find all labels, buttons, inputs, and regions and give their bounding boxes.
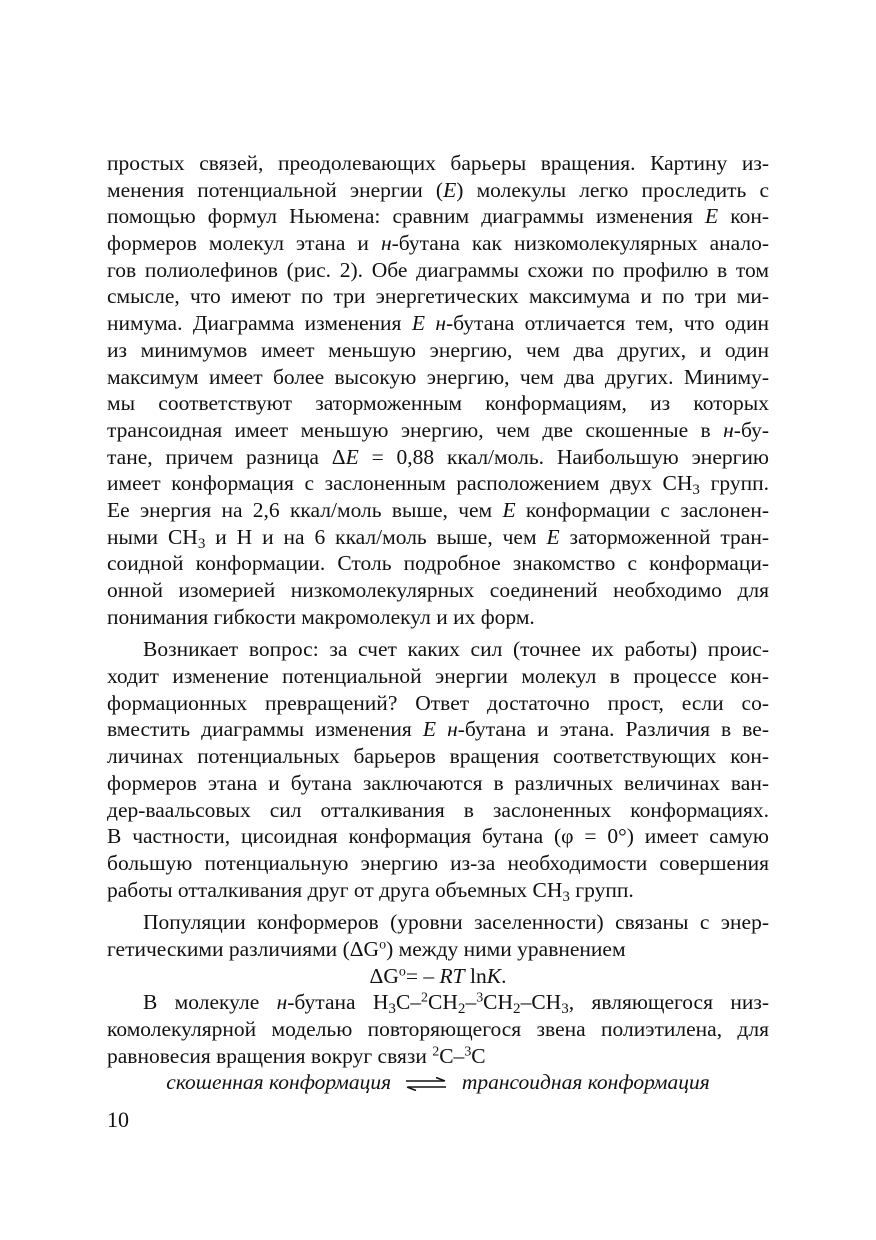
text-line: нимума. Диаграмма изменения E н-бутана отличается тем, что один bbox=[107, 311, 769, 336]
text-line: онной изомерией низкомолекулярных соединений необходимо для bbox=[107, 578, 769, 602]
text-line: понимания гибкости макромолекул и их форм. bbox=[107, 604, 535, 629]
text-line: из минимумов имеет меньшую энергию, чем два других, и один bbox=[107, 337, 769, 362]
page-number: 10 bbox=[107, 1107, 129, 1132]
text-line: комолекулярной моделью повторяющегося звена полиэтилена, для bbox=[107, 1017, 769, 1041]
text-line: большую потенциальную энергию из-за необходимости совершения bbox=[107, 850, 769, 875]
text-line: Ее энергия на 2,6 ккал/моль выше, чем E конформации с заслонен- bbox=[107, 497, 769, 522]
text-line: тане, причем разница ΔE = 0,88 ккал/моль. Наибольшую энергию bbox=[107, 444, 769, 469]
text-line: работы отталкивания друг от друга объемных $CH_3$ групп. bbox=[107, 877, 634, 905]
text-line: Популяции конформеров (уровни заселенности) связаны с энер- bbox=[143, 910, 769, 935]
text-line: В молекуле н-бутана $H_3C-^2CH_2-^3CH_2-CH_3$, являющегося низ- bbox=[143, 990, 769, 1018]
text-line: вместить диаграммы изменения E н-бутана и этана. Различия в ве- bbox=[107, 717, 769, 742]
text-line: менения потенциальной энергии (E) молекулы легко проследить с bbox=[107, 177, 769, 202]
paragraph-2 bbox=[107, 636, 769, 903]
text-line: имеет конформация с заслоненным расположением двух $CH_3$ групп. bbox=[107, 471, 769, 498]
gibbs-equation: $\Delta G^o=$ – RT lnK. bbox=[369, 963, 507, 988]
text-line: помощью формул Ньюмена: сравним диаграммы изменения E кон- bbox=[107, 204, 769, 229]
paragraph-4 bbox=[107, 989, 769, 1069]
text-line: В частности, цисоидная конформация бутана (φ = 0°) имеет самую bbox=[107, 824, 769, 849]
gauche-conformation-label: скошенная конформация bbox=[166, 1070, 392, 1095]
text-line: мы соответствуют заторможенным конформациям, из которых bbox=[107, 391, 769, 416]
text-line: соидной конформации. Столь подробное знакомство с конформаци- bbox=[107, 551, 769, 576]
body-text bbox=[107, 150, 769, 1097]
trans-conformation-label: трансоидная конформация bbox=[461, 1070, 710, 1095]
equilibrium-arrow-icon bbox=[404, 1077, 448, 1091]
paragraph-3 bbox=[107, 909, 769, 962]
text-line: максимум имеет более высокую энергию, чем два других. Миниму- bbox=[107, 364, 769, 389]
text-line: ходит изменение потенциальной энергии молекул в процессе кон- bbox=[107, 664, 769, 689]
text-line: гетическими различиями $(\Delta G^o)$ между ними уравнением bbox=[107, 936, 626, 961]
text-line: дер-ваальсовых сил отталкивания в заслоненных конформациях. bbox=[107, 797, 769, 822]
text-line: смысле, что имеют по три энергетических максимума и по три ми- bbox=[107, 284, 769, 309]
text-line: равновесия вращения вокруг связи $^2$C–$^3$C bbox=[107, 1043, 486, 1068]
text-line: ными $CH_3$ и H и на 6 ккал/моль выше, чем E заторможенной тран- bbox=[107, 524, 769, 552]
text-line: формеров этана и бутана заключаются в различных величинах ван- bbox=[107, 770, 769, 795]
equilibrium-expression bbox=[107, 1069, 769, 1097]
text-line: простых связей, преодолевающих барьеры вращения. Картину из- bbox=[107, 151, 769, 175]
text-line: Возникает вопрос: за счет каких сил (точнее их работы) проис- bbox=[143, 637, 769, 662]
text-line: формеров молекул этана и н-бутана как низкомолекулярных анало- bbox=[107, 231, 769, 256]
text-line: гов полиолефинов (рис. 2). Обе диаграммы схожи по профилю в том bbox=[107, 257, 769, 282]
text-line: формационных превращений? Ответ достаточно прост, если со- bbox=[107, 690, 769, 715]
paragraph-1 bbox=[107, 150, 769, 630]
text-line: личинах потенциальных барьеров вращения соответствующих кон- bbox=[107, 744, 769, 769]
text-line: трансоидная имеет меньшую энергию, чем две скошенные в н-бу- bbox=[107, 417, 769, 442]
